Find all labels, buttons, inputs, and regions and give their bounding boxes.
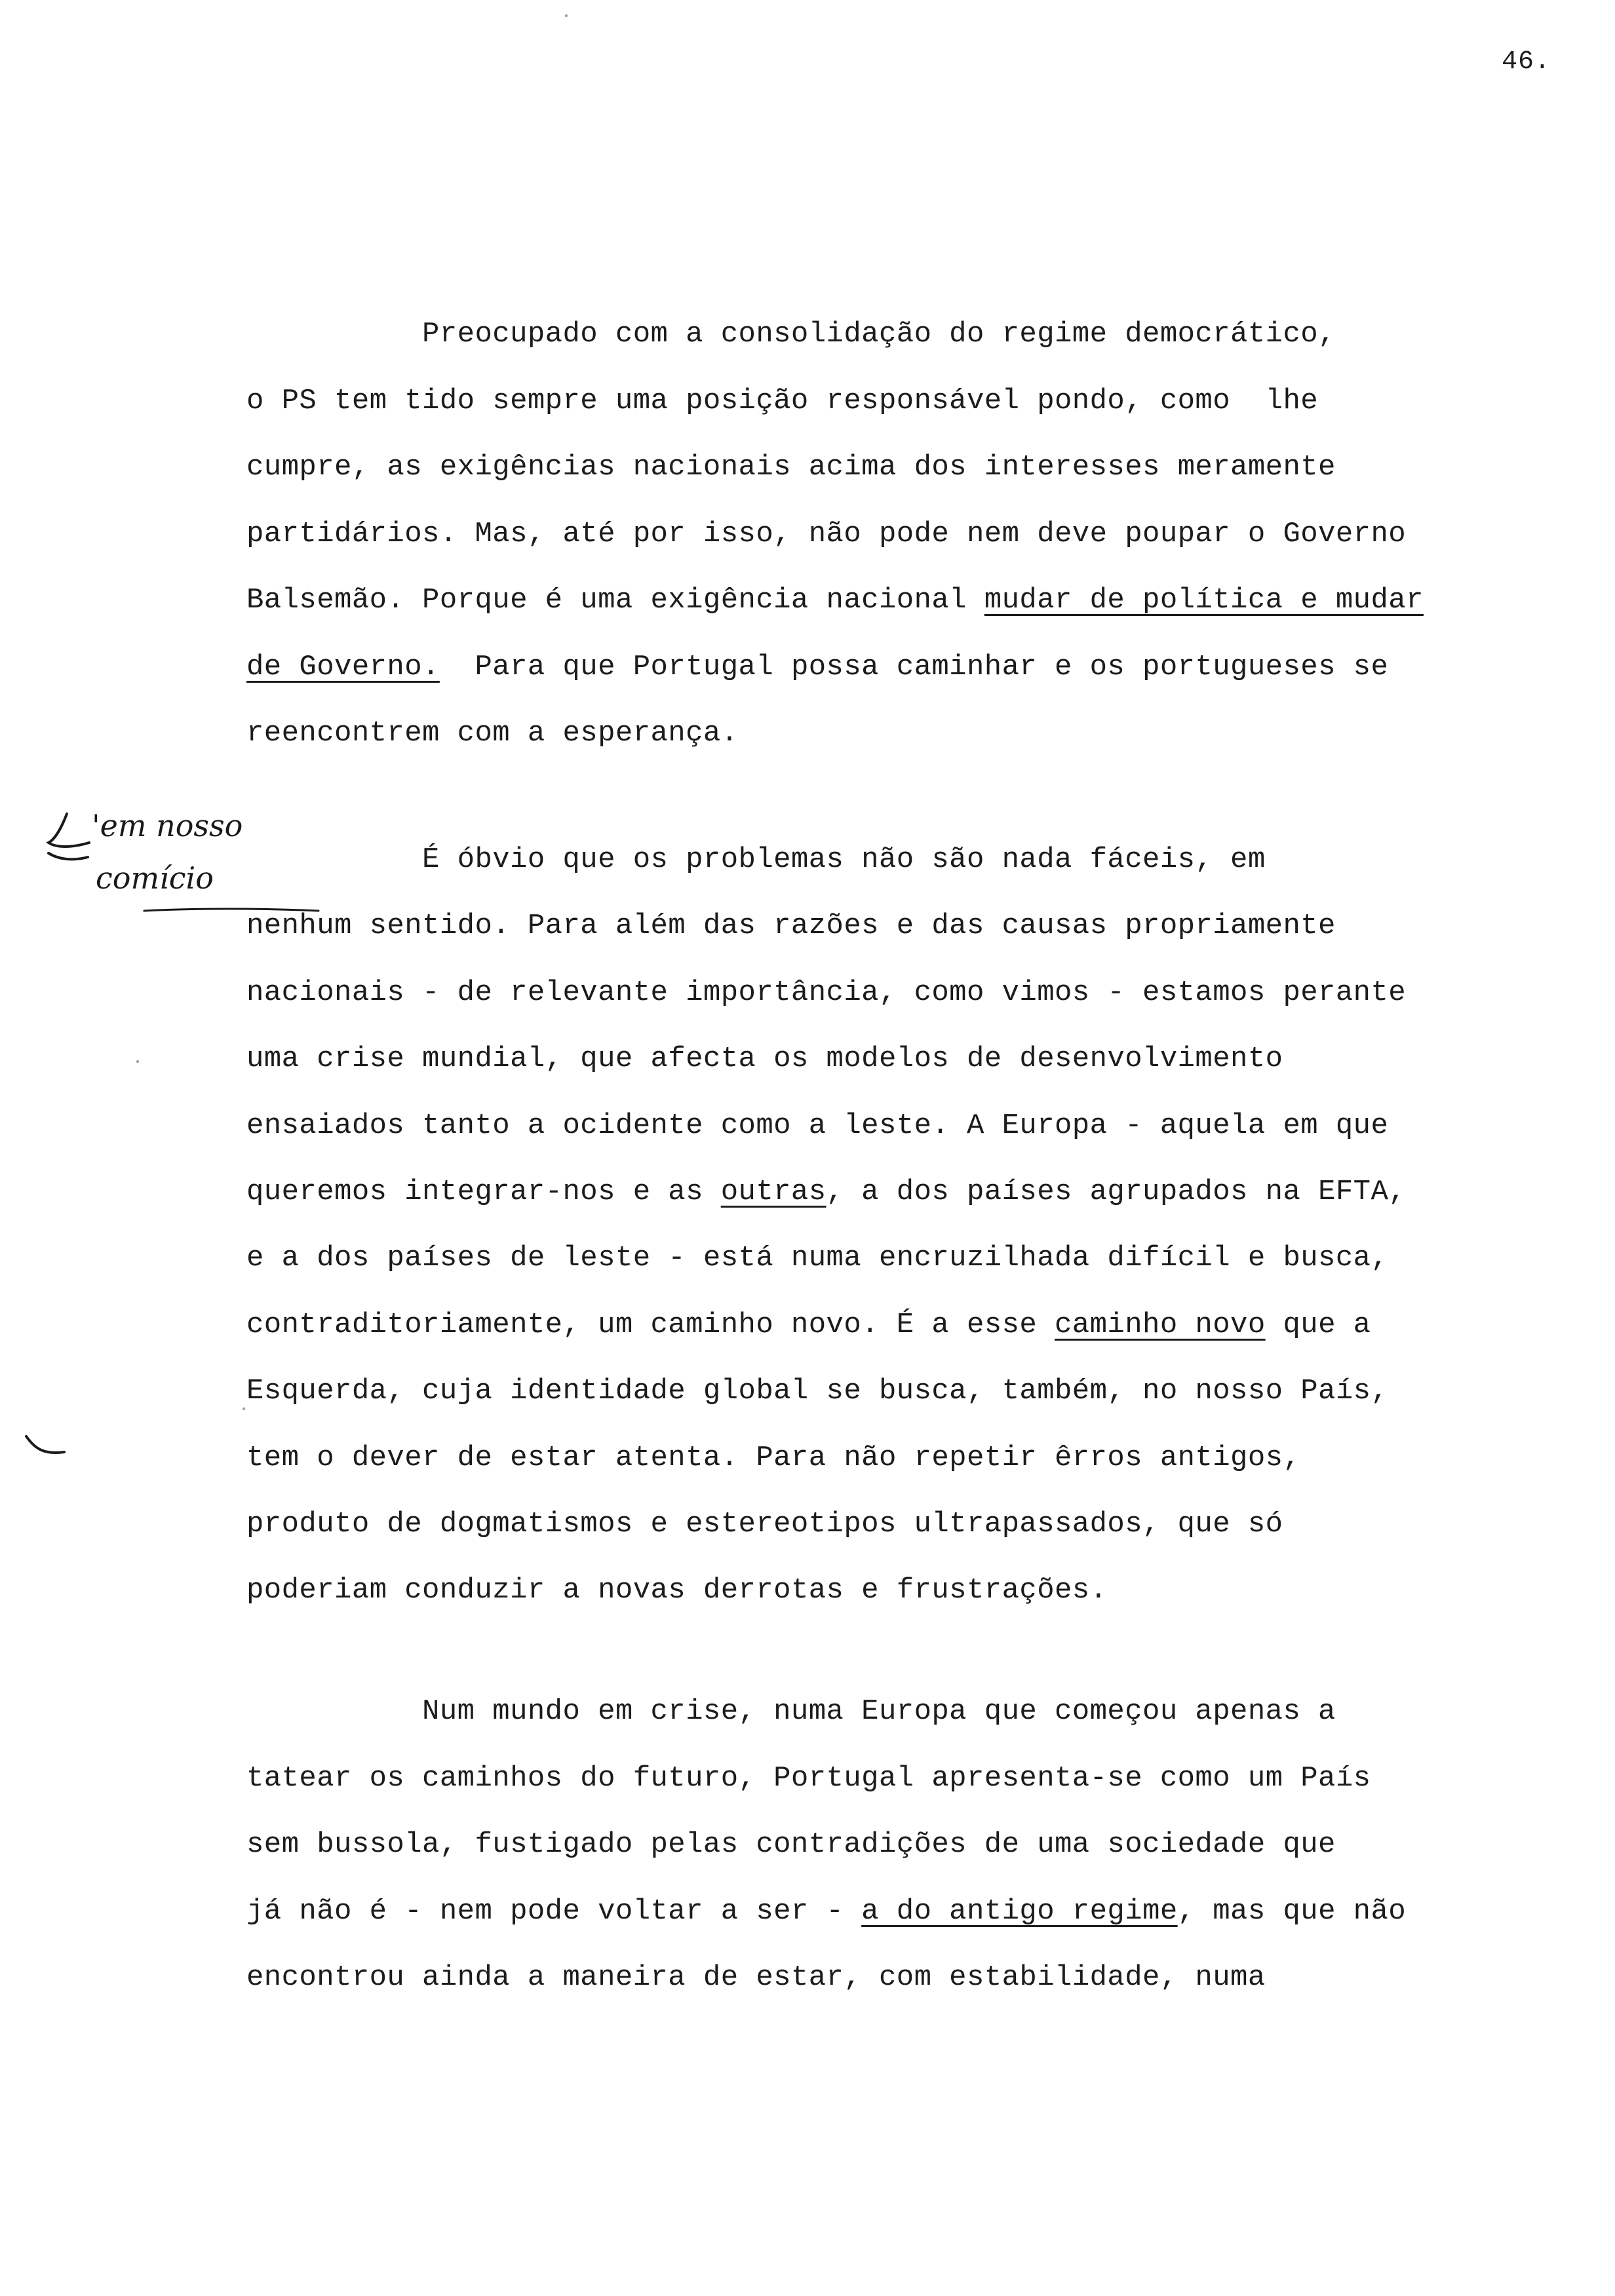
text-segment: Esquerda, cuja identidade global se busca, também, no nosso País,	[246, 1375, 1389, 1408]
text-segment: reencontrem com a esperança.	[246, 717, 739, 750]
handwritten-note-drawing	[46, 780, 360, 930]
text-segment: poderiam conduzir a novas derrotas e frustrações.	[246, 1574, 1108, 1607]
text-line	[246, 1504, 1283, 1544]
text-line	[246, 1172, 1406, 1212]
text-line	[246, 1106, 1388, 1145]
underlined-text: caminho novo	[1055, 1308, 1266, 1341]
text-segment: sem bussola, fustigado pelas contradições de uma sociedade que	[246, 1828, 1336, 1861]
margin-note-line-2: comício	[96, 860, 214, 896]
text-segment: Num mundo em crise, numa Europa que começou apenas a	[246, 1695, 1336, 1728]
text-line	[246, 1438, 1300, 1478]
text-line	[246, 1692, 1336, 1731]
text-line	[246, 1571, 1107, 1610]
text-line	[246, 315, 1336, 354]
text-segment: , mas que não	[1177, 1894, 1407, 1928]
text-line	[246, 381, 1318, 421]
text-segment: partidários. Mas, até por isso, não pode nem deve poupar o Governo	[246, 517, 1407, 550]
text-segment: o PS tem tido sempre uma posição responsável pondo, como lhe	[246, 384, 1319, 417]
underlined-text: outras	[720, 1176, 827, 1208]
text-segment: queremos integrar-nos e as	[246, 1176, 721, 1208]
text-line	[246, 840, 1266, 879]
margin-note-line-1: 'em nosso	[92, 808, 243, 843]
text-segment: Para que Portugal possa caminhar e os portugueses se	[439, 650, 1389, 683]
text-segment: nacionais - de relevante importância, como vimos - estamos perante	[246, 976, 1407, 1009]
text-line	[246, 1825, 1336, 1864]
text-line	[246, 514, 1406, 554]
text-line	[246, 973, 1406, 1012]
text-segment: , a dos países agrupados na EFTA,	[826, 1176, 1407, 1208]
paper-speck	[243, 1407, 245, 1410]
margin-check-mark	[24, 1432, 69, 1459]
page-number: 46.	[1501, 47, 1551, 77]
text-segment: e a dos países de leste - está numa encruzilhada difícil e busca,	[246, 1242, 1389, 1275]
text-segment: nenhum sentido. Para além das razões e das causas propriamente	[246, 909, 1336, 943]
text-line	[246, 581, 1424, 620]
underlined-text: mudar de política e mudar	[984, 584, 1424, 617]
paper-speck	[565, 14, 568, 17]
text-segment: já não é - nem pode voltar a ser -	[246, 1894, 862, 1928]
text-line	[246, 1238, 1388, 1278]
text-line	[246, 714, 739, 753]
underlined-text: a do antigo regime	[861, 1894, 1178, 1928]
handwritten-margin-note	[46, 780, 360, 930]
text-segment: que a	[1265, 1308, 1371, 1341]
text-line	[246, 906, 1336, 946]
text-segment: uma crise mundial, que afecta os modelos de desenvolvimento	[246, 1043, 1283, 1076]
text-segment: Preocupado com a consolidação do regime democrático,	[246, 318, 1336, 351]
text-segment: produto de dogmatismos e estereotipos ultrapassados, que só	[246, 1508, 1283, 1540]
text-segment: Balsemão. Porque é uma exigência nacional	[246, 584, 984, 617]
text-line	[246, 1958, 1266, 1997]
text-segment: cumpre, as exigências nacionais acima dos interesses meramente	[246, 451, 1336, 484]
underlined-text: de Governo.	[246, 650, 440, 683]
text-segment: ensaiados tanto a ocidente como a leste. A Europa - aquela em que	[246, 1109, 1389, 1142]
text-line	[246, 448, 1336, 487]
text-line	[246, 1305, 1371, 1345]
text-line	[246, 1892, 1406, 1931]
paper-speck	[136, 1060, 139, 1063]
text-segment: tem o dever de estar atenta. Para não repetir êrros antigos,	[246, 1441, 1301, 1474]
text-segment: contraditoriamente, um caminho novo. É a esse	[246, 1308, 1055, 1341]
text-segment: encontrou ainda a maneira de estar, com estabilidade, numa	[246, 1961, 1266, 1994]
text-line	[246, 647, 1388, 687]
text-line	[246, 1371, 1388, 1411]
text-segment: tatear os caminhos do futuro, Portugal apresenta-se como um País	[246, 1761, 1371, 1795]
text-line	[246, 1759, 1371, 1798]
text-line	[246, 1039, 1283, 1079]
text-segment: É óbvio que os problemas não são nada fáceis, em	[246, 843, 1266, 876]
